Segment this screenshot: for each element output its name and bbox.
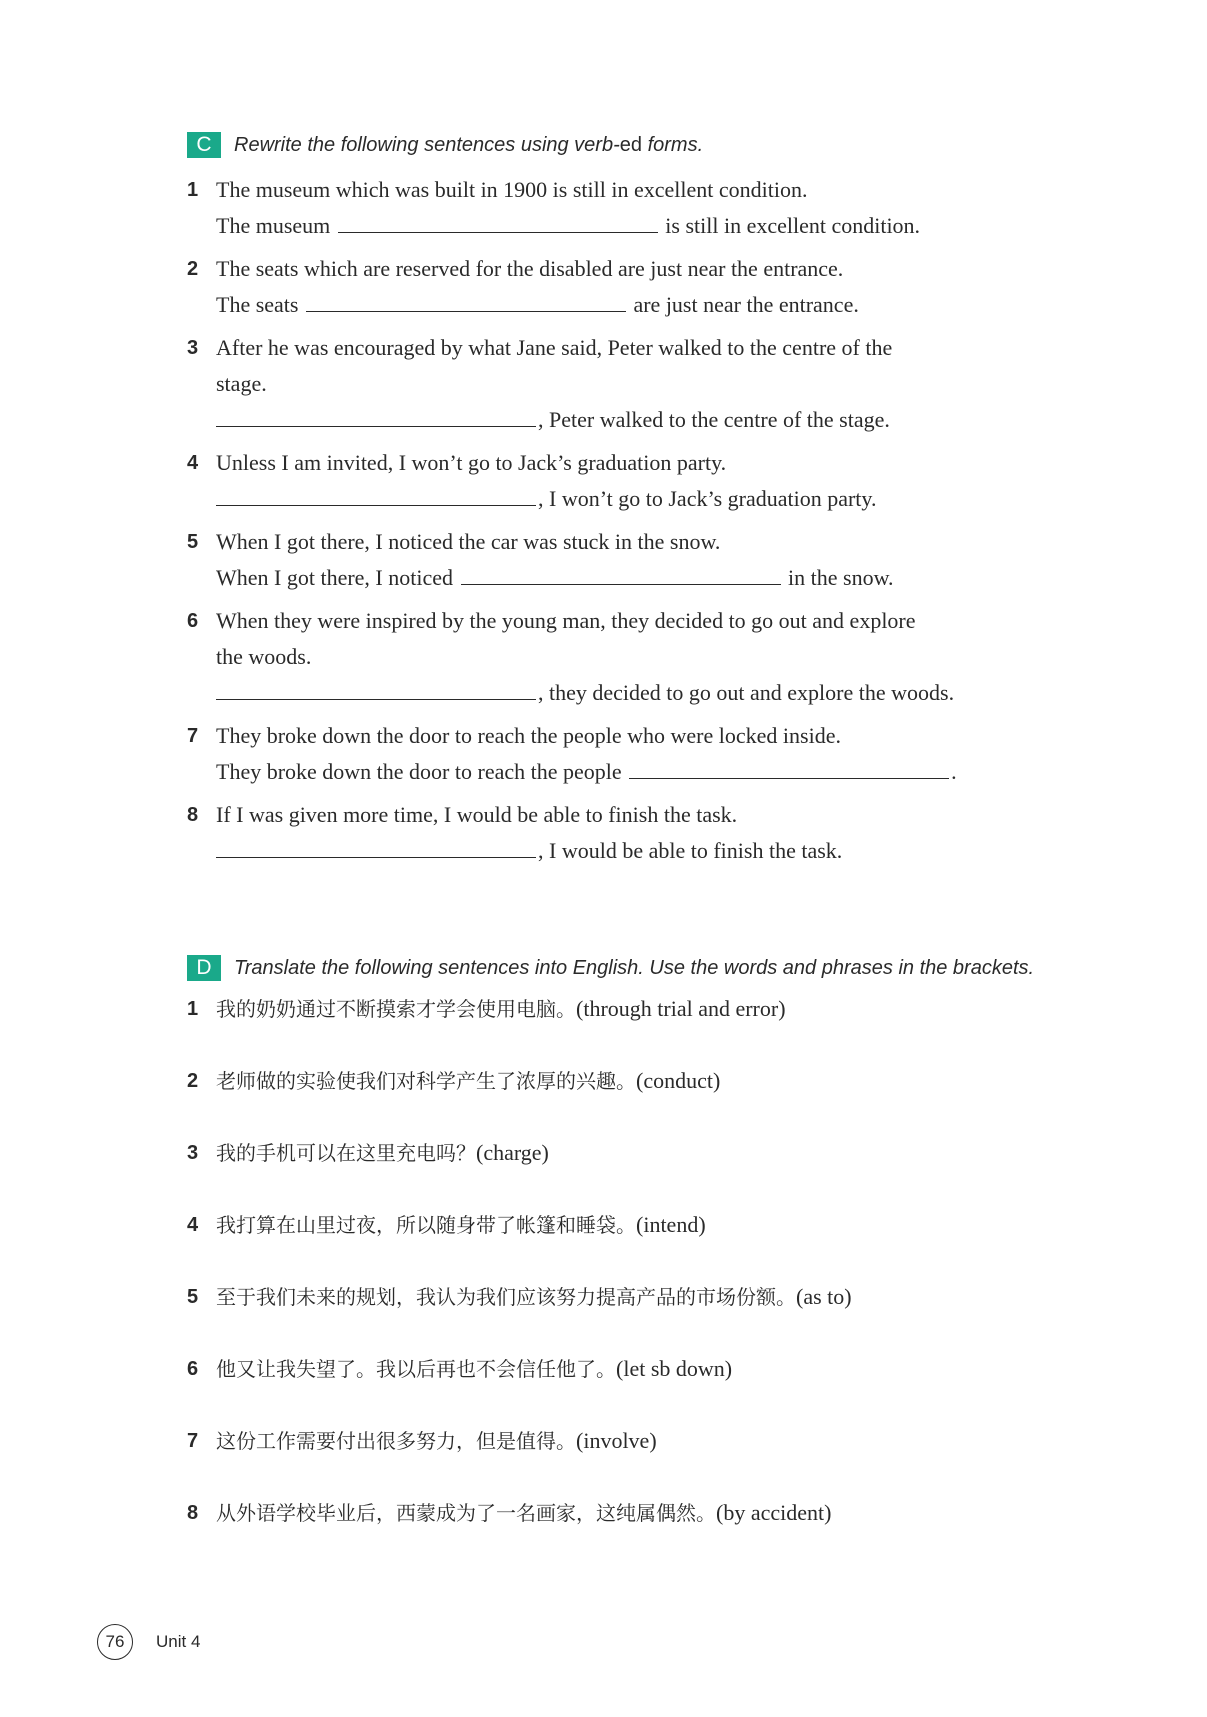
answer-blank[interactable] (216, 402, 536, 427)
phrase-hint: (intend) (636, 1212, 706, 1237)
page-number: 76 (97, 1624, 133, 1660)
phrase-hint: (involve) (576, 1428, 657, 1453)
original-sentence-line1: When they were inspired by the young man, they decided to go out and explore (216, 608, 916, 633)
exercise-c-item (188, 330, 1078, 438)
exercise-c-item (188, 524, 1078, 596)
unit-label: Unit 4 (156, 1632, 201, 1651)
item-number: 5 (187, 1286, 199, 1308)
rewrite-prompt: The museum is still in excellent condition. (216, 208, 1078, 244)
item-number: 7 (187, 725, 199, 747)
phrase-hint: (charge) (476, 1140, 549, 1165)
item-number: 6 (187, 1358, 199, 1380)
rewrite-prompt: , I would be able to finish the task. (216, 833, 1078, 869)
section-d-instruction: Translate the following sentences into English. Use the words and phrases in the brackets. (234, 956, 1035, 979)
translation-item (188, 991, 1078, 1063)
translation-item (188, 1351, 1078, 1423)
original-sentence: They broke down the door to reach the people who were locked inside. (216, 723, 841, 748)
rewrite-prompt: When I got there, I noticed in the snow. (216, 560, 1078, 596)
item-number: 1 (187, 998, 199, 1020)
exercise-c-item (188, 172, 1078, 244)
phrase-hint: (through trial and error) (576, 996, 786, 1021)
translation-item (188, 1495, 1078, 1567)
exercise-c-item (188, 603, 1078, 711)
answer-blank[interactable] (216, 481, 536, 506)
answer-blank[interactable] (338, 208, 658, 233)
section-c-header (187, 132, 1078, 158)
original-sentence: The seats which are reserved for the disabled are just near the entrance. (216, 256, 844, 281)
original-sentence: The museum which was built in 1900 is still in excellent condition. (216, 177, 808, 202)
phrase-hint: (by accident) (716, 1500, 832, 1525)
answer-blank[interactable] (216, 675, 536, 700)
exercise-c-item (188, 251, 1078, 323)
section-d (188, 955, 1078, 1567)
page-footer (97, 1624, 200, 1660)
phrase-hint: (conduct) (636, 1068, 721, 1093)
chinese-sentence: 我的奶奶通过不断摸索才学会使用电脑。 (216, 997, 576, 1021)
item-number: 1 (187, 179, 199, 201)
answer-blank[interactable] (461, 560, 781, 585)
translation-item (188, 1207, 1078, 1279)
chinese-sentence: 我的手机可以在这里充电吗？ (216, 1141, 476, 1165)
section-d-header (187, 955, 1078, 981)
chinese-sentence: 老师做的实验使我们对科学产生了浓厚的兴趣。 (216, 1069, 636, 1093)
phrase-hint: (let sb down) (616, 1356, 733, 1381)
section-c (188, 132, 1078, 869)
section-c-badge: C (187, 132, 221, 158)
original-sentence-line1: After he was encouraged by what Jane said, Peter walked to the centre of the (216, 335, 893, 360)
rewrite-prompt: , they decided to go out and explore the woods. (216, 675, 1078, 711)
exercise-c-item (188, 797, 1078, 869)
translation-item (188, 1279, 1078, 1351)
original-sentence: When I got there, I noticed the car was stuck in the snow. (216, 529, 721, 554)
rewrite-prompt: The seats are just near the entrance. (216, 287, 1078, 323)
exercise-c-item (188, 718, 1078, 790)
section-c-instruction: Rewrite the following sentences using verb-ed forms. (234, 133, 704, 156)
chinese-sentence: 他又让我失望了。我以后再也不会信任他了。 (216, 1357, 616, 1381)
chinese-sentence: 从外语学校毕业后，西蒙成为了一名画家，这纯属偶然。 (216, 1501, 716, 1525)
item-number: 3 (187, 1142, 199, 1164)
rewrite-prompt: , Peter walked to the centre of the stage. (216, 402, 1078, 438)
translation-item (188, 1063, 1078, 1135)
chinese-sentence: 至于我们未来的规划，我认为我们应该努力提高产品的市场份额。 (216, 1285, 796, 1309)
item-number: 4 (187, 1214, 199, 1236)
item-number: 8 (187, 804, 199, 826)
phrase-hint: (as to) (796, 1284, 852, 1309)
item-number: 4 (187, 452, 199, 474)
exercise-c-item (188, 445, 1078, 517)
chinese-sentence: 这份工作需要付出很多努力，但是值得。 (216, 1429, 576, 1453)
original-sentence: If I was given more time, I would be able to finish the task. (216, 802, 738, 827)
answer-blank[interactable] (306, 287, 626, 312)
rewrite-prompt: They broke down the door to reach the people . (216, 754, 1078, 790)
item-number: 7 (187, 1430, 199, 1452)
section-d-badge: D (187, 955, 221, 981)
answer-blank[interactable] (216, 833, 536, 858)
chinese-sentence: 我打算在山里过夜，所以随身带了帐篷和睡袋。 (216, 1213, 636, 1237)
translation-item (188, 1423, 1078, 1495)
item-number: 8 (187, 1502, 199, 1524)
item-number: 3 (187, 337, 199, 359)
item-number: 2 (187, 1070, 199, 1092)
original-sentence-line2: stage. (216, 371, 267, 396)
item-number: 2 (187, 258, 199, 280)
rewrite-prompt: , I won’t go to Jack’s graduation party. (216, 481, 1078, 517)
item-number: 6 (187, 610, 199, 632)
answer-blank[interactable] (629, 754, 949, 779)
original-sentence-line2: the woods. (216, 644, 312, 669)
item-number: 5 (187, 531, 199, 553)
translation-item (188, 1135, 1078, 1207)
original-sentence: Unless I am invited, I won’t go to Jack’s graduation party. (216, 450, 727, 475)
